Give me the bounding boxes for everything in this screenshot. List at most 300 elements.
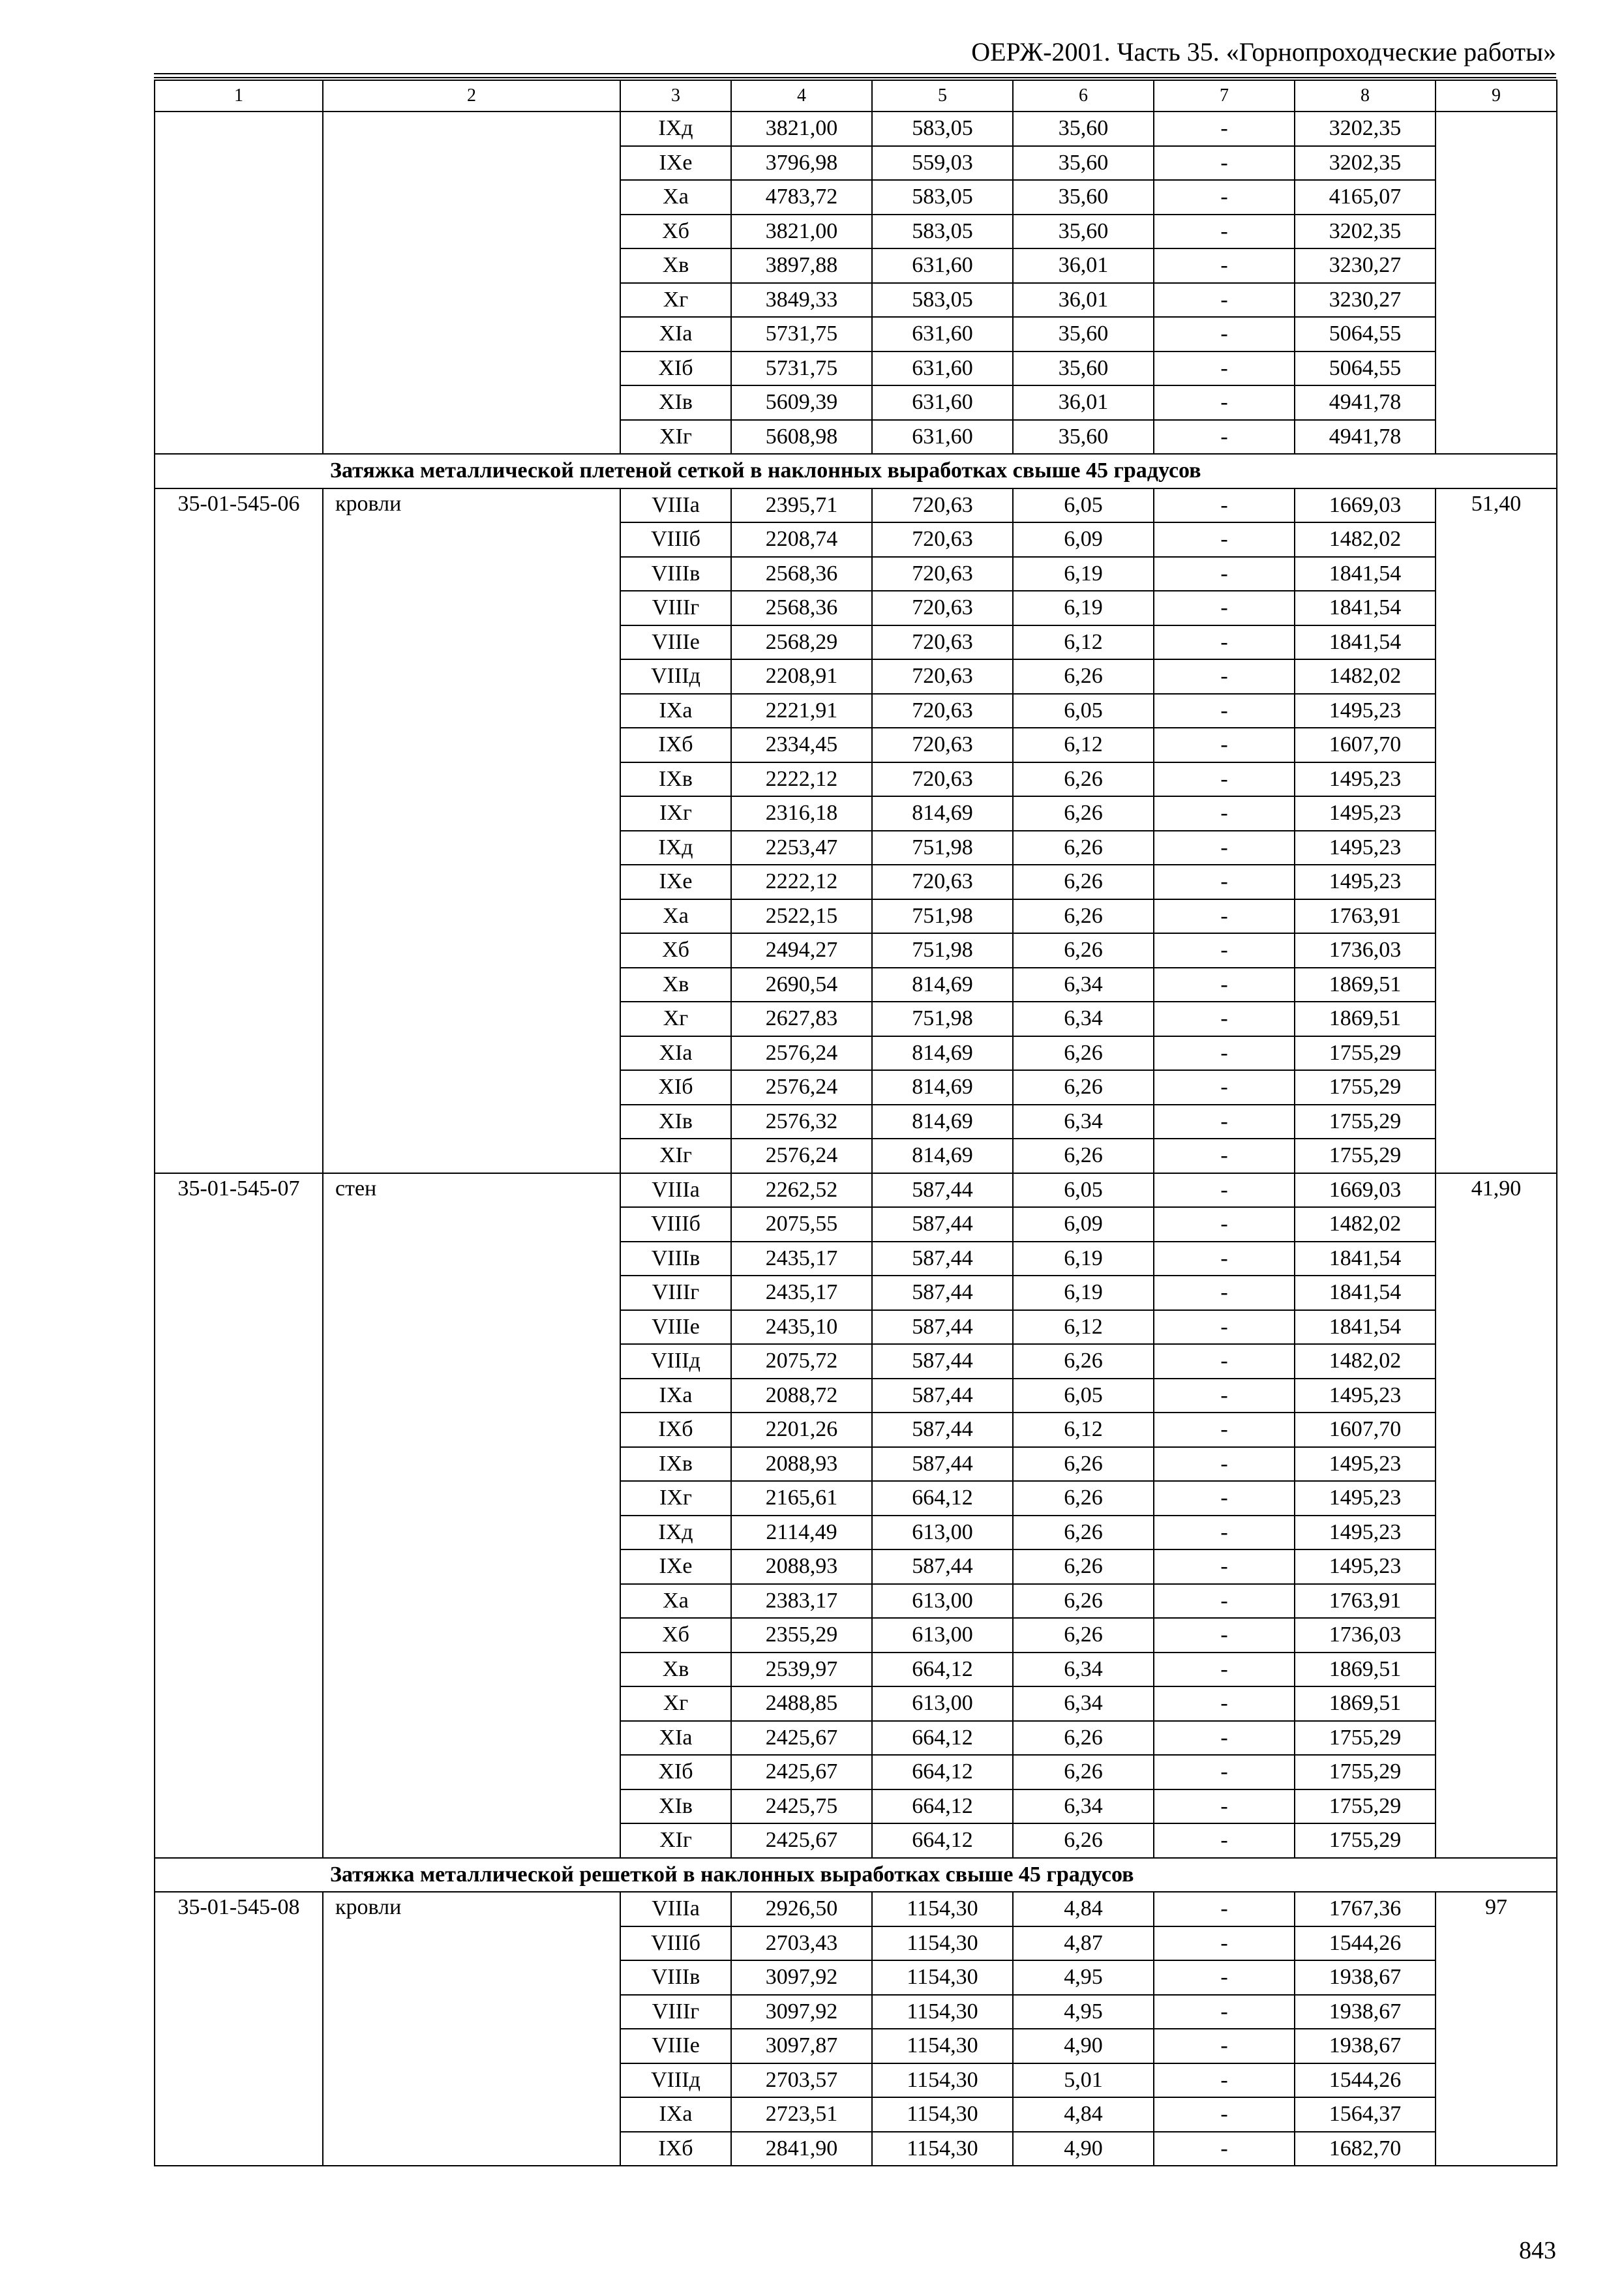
wages-cell: 720,63 [872, 522, 1013, 557]
driver-wages-cell: - [1154, 1344, 1295, 1379]
direct-costs-cell: 2425,75 [731, 1789, 872, 1824]
category-cell: XIв [620, 385, 731, 420]
category-cell: Xв [620, 1653, 731, 1687]
materials-cell: 4941,78 [1295, 385, 1436, 420]
driver-wages-cell: - [1154, 1549, 1295, 1584]
wages-cell: 1154,30 [872, 2132, 1013, 2166]
materials-cell: 1869,51 [1295, 968, 1436, 1002]
machine-cost-cell: 6,26 [1013, 1618, 1154, 1653]
machine-cost-cell: 6,26 [1013, 1344, 1154, 1379]
driver-wages-cell: - [1154, 1618, 1295, 1653]
machine-cost-cell: 6,34 [1013, 968, 1154, 1002]
materials-cell: 1682,70 [1295, 2132, 1436, 2166]
wages-cell: 1154,30 [872, 2029, 1013, 2063]
wages-cell: 587,44 [872, 1344, 1013, 1379]
machine-cost-cell: 6,09 [1013, 1207, 1154, 1242]
column-header: 3 [620, 80, 731, 112]
direct-costs-cell: 2539,97 [731, 1653, 872, 1687]
category-cell: Xа [620, 180, 731, 215]
materials-cell: 4165,07 [1295, 180, 1436, 215]
category-cell: XIв [620, 1105, 731, 1139]
wages-cell: 664,12 [872, 1789, 1013, 1824]
section-title-row [155, 454, 1557, 488]
machine-cost-cell: 6,26 [1013, 1584, 1154, 1619]
driver-wages-cell: - [1154, 1960, 1295, 1995]
category-cell: Xг [620, 1002, 731, 1036]
wages-cell: 587,44 [872, 1173, 1013, 1208]
materials-cell: 1495,23 [1295, 1549, 1436, 1584]
table-body [155, 80, 1557, 2166]
materials-cell: 1736,03 [1295, 1618, 1436, 1653]
machine-cost-cell: 4,90 [1013, 2132, 1154, 2166]
wages-cell: 583,05 [872, 112, 1013, 146]
materials-cell: 1841,54 [1295, 1310, 1436, 1345]
materials-cell: 1495,23 [1295, 1481, 1436, 1516]
materials-cell: 1495,23 [1295, 694, 1436, 728]
wages-cell: 613,00 [872, 1618, 1013, 1653]
section-title: Затяжка металлической плетеной сеткой в наклонных выработках свыше 45 градусов [155, 454, 1557, 488]
materials-cell: 1482,02 [1295, 1344, 1436, 1379]
machine-cost-cell: 6,26 [1013, 1516, 1154, 1550]
wages-cell: 583,05 [872, 215, 1013, 249]
materials-cell: 3202,35 [1295, 146, 1436, 181]
work-name: кровли [323, 1892, 620, 2166]
wages-cell: 814,69 [872, 1036, 1013, 1071]
category-cell: Xв [620, 968, 731, 1002]
category-cell: VIIIв [620, 1960, 731, 1995]
wages-cell: 751,98 [872, 933, 1013, 968]
direct-costs-cell: 2627,83 [731, 1002, 872, 1036]
direct-costs-cell: 2576,24 [731, 1070, 872, 1105]
category-cell: Xг [620, 283, 731, 318]
driver-wages-cell: - [1154, 1139, 1295, 1173]
machine-cost-cell: 36,01 [1013, 283, 1154, 318]
direct-costs-cell: 3849,33 [731, 283, 872, 318]
driver-wages-cell: - [1154, 968, 1295, 1002]
wages-cell: 720,63 [872, 694, 1013, 728]
wages-cell: 751,98 [872, 831, 1013, 865]
machine-cost-cell: 6,05 [1013, 1173, 1154, 1208]
direct-costs-cell: 3897,88 [731, 248, 872, 283]
machine-cost-cell: 6,26 [1013, 1447, 1154, 1482]
category-cell: XIг [620, 1823, 731, 1858]
page-number: 843 [1519, 2237, 1556, 2264]
driver-wages-cell: - [1154, 1823, 1295, 1858]
direct-costs-cell: 2088,72 [731, 1379, 872, 1413]
category-cell: IXв [620, 1447, 731, 1482]
rate-code [155, 112, 323, 454]
machine-cost-cell: 6,19 [1013, 1242, 1154, 1276]
direct-costs-cell: 5731,75 [731, 352, 872, 386]
header-rule [154, 73, 1556, 74]
direct-costs-cell: 3821,00 [731, 112, 872, 146]
direct-costs-cell: 3097,87 [731, 2029, 872, 2063]
direct-costs-cell: 2723,51 [731, 2097, 872, 2132]
driver-wages-cell: - [1154, 1789, 1295, 1824]
machine-cost-cell: 6,26 [1013, 865, 1154, 899]
wages-cell: 583,05 [872, 180, 1013, 215]
machine-cost-cell: 35,60 [1013, 352, 1154, 386]
driver-wages-cell: - [1154, 2097, 1295, 2132]
materials-cell: 1495,23 [1295, 1447, 1436, 1482]
column-header: 4 [731, 80, 872, 112]
machine-cost-cell: 6,26 [1013, 899, 1154, 934]
wages-cell: 751,98 [872, 899, 1013, 934]
machine-cost-cell: 36,01 [1013, 385, 1154, 420]
wages-cell: 664,12 [872, 1481, 1013, 1516]
driver-wages-cell: - [1154, 112, 1295, 146]
wages-cell: 587,44 [872, 1549, 1013, 1584]
materials-cell: 5064,55 [1295, 317, 1436, 352]
wages-cell: 587,44 [872, 1413, 1013, 1447]
driver-wages-cell: - [1154, 2132, 1295, 2166]
materials-cell: 1482,02 [1295, 522, 1436, 557]
materials-cell: 1755,29 [1295, 1721, 1436, 1756]
driver-wages-cell: - [1154, 317, 1295, 352]
direct-costs-cell: 3821,00 [731, 215, 872, 249]
category-cell: IXе [620, 146, 731, 181]
materials-cell: 1736,03 [1295, 933, 1436, 968]
wages-cell: 631,60 [872, 248, 1013, 283]
machine-cost-cell: 6,26 [1013, 831, 1154, 865]
wages-cell: 664,12 [872, 1755, 1013, 1789]
materials-cell: 1841,54 [1295, 591, 1436, 625]
wages-cell: 613,00 [872, 1516, 1013, 1550]
category-cell: VIIIе [620, 2029, 731, 2063]
header-rule [154, 77, 1556, 78]
direct-costs-cell: 2522,15 [731, 899, 872, 934]
category-cell: VIIIе [620, 625, 731, 660]
driver-wages-cell: - [1154, 2029, 1295, 2063]
driver-wages-cell: - [1154, 488, 1295, 523]
materials-cell: 1869,51 [1295, 1002, 1436, 1036]
machine-cost-cell: 6,34 [1013, 1105, 1154, 1139]
driver-wages-cell: - [1154, 1276, 1295, 1310]
category-cell: VIIIг [620, 591, 731, 625]
machine-cost-cell: 35,60 [1013, 146, 1154, 181]
machine-cost-cell: 6,12 [1013, 728, 1154, 762]
machine-cost-cell: 6,34 [1013, 1686, 1154, 1721]
materials-cell: 3230,27 [1295, 283, 1436, 318]
direct-costs-cell: 2425,67 [731, 1721, 872, 1756]
wages-cell: 664,12 [872, 1653, 1013, 1687]
category-cell: XIв [620, 1789, 731, 1824]
wages-cell: 559,03 [872, 146, 1013, 181]
work-name [323, 112, 620, 454]
wages-cell: 751,98 [872, 1002, 1013, 1036]
driver-wages-cell: - [1154, 1002, 1295, 1036]
category-cell: XIа [620, 1721, 731, 1756]
category-cell: IXе [620, 1549, 731, 1584]
machine-cost-cell: 6,26 [1013, 762, 1154, 797]
materials-cell: 1763,91 [1295, 899, 1436, 934]
driver-wages-cell: - [1154, 1070, 1295, 1105]
labor-cost-cell [1436, 112, 1557, 454]
direct-costs-cell: 2568,29 [731, 625, 872, 660]
direct-costs-cell: 2435,10 [731, 1310, 872, 1345]
materials-cell: 1755,29 [1295, 1755, 1436, 1789]
driver-wages-cell: - [1154, 522, 1295, 557]
direct-costs-cell: 2316,18 [731, 796, 872, 831]
wages-cell: 814,69 [872, 796, 1013, 831]
category-cell: VIIIв [620, 1242, 731, 1276]
machine-cost-cell: 6,19 [1013, 1276, 1154, 1310]
category-cell: Xб [620, 215, 731, 249]
wages-cell: 814,69 [872, 968, 1013, 1002]
category-cell: VIIIд [620, 1344, 731, 1379]
wages-cell: 720,63 [872, 659, 1013, 694]
wages-cell: 720,63 [872, 591, 1013, 625]
driver-wages-cell: - [1154, 1892, 1295, 1926]
wages-cell: 631,60 [872, 385, 1013, 420]
direct-costs-cell: 2075,55 [731, 1207, 872, 1242]
category-cell: IXд [620, 112, 731, 146]
direct-costs-cell: 2334,45 [731, 728, 872, 762]
driver-wages-cell: - [1154, 659, 1295, 694]
materials-cell: 1564,37 [1295, 2097, 1436, 2132]
materials-cell: 3202,35 [1295, 215, 1436, 249]
materials-cell: 1607,70 [1295, 728, 1436, 762]
column-header: 8 [1295, 80, 1436, 112]
driver-wages-cell: - [1154, 1721, 1295, 1756]
driver-wages-cell: - [1154, 146, 1295, 181]
wages-cell: 587,44 [872, 1242, 1013, 1276]
materials-cell: 1869,51 [1295, 1686, 1436, 1721]
labor-cost-cell: 51,40 [1436, 488, 1557, 1173]
materials-cell: 1763,91 [1295, 1584, 1436, 1619]
driver-wages-cell: - [1154, 1173, 1295, 1208]
column-header: 1 [155, 80, 323, 112]
driver-wages-cell: - [1154, 180, 1295, 215]
wages-cell: 1154,30 [872, 1960, 1013, 1995]
section-title-row [155, 1858, 1557, 1893]
category-cell: Xа [620, 899, 731, 934]
category-cell: VIIIб [620, 522, 731, 557]
materials-cell: 1495,23 [1295, 1516, 1436, 1550]
direct-costs-cell: 2208,74 [731, 522, 872, 557]
direct-costs-cell: 2568,36 [731, 591, 872, 625]
category-cell: Xг [620, 1686, 731, 1721]
category-cell: IXд [620, 831, 731, 865]
category-cell: VIIIа [620, 1892, 731, 1926]
materials-cell: 1495,23 [1295, 762, 1436, 797]
column-header: 9 [1436, 80, 1557, 112]
column-header: 2 [323, 80, 620, 112]
driver-wages-cell: - [1154, 1310, 1295, 1345]
category-cell: Xб [620, 933, 731, 968]
labor-cost-cell: 97 [1436, 1892, 1557, 2166]
machine-cost-cell: 6,05 [1013, 1379, 1154, 1413]
driver-wages-cell: - [1154, 831, 1295, 865]
machine-cost-cell: 6,12 [1013, 1310, 1154, 1345]
driver-wages-cell: - [1154, 1653, 1295, 1687]
machine-cost-cell: 6,26 [1013, 1823, 1154, 1858]
category-cell: VIIIг [620, 1995, 731, 2029]
category-cell: VIIIа [620, 488, 731, 523]
materials-cell: 1755,29 [1295, 1789, 1436, 1824]
driver-wages-cell: - [1154, 1584, 1295, 1619]
machine-cost-cell: 6,34 [1013, 1002, 1154, 1036]
machine-cost-cell: 6,26 [1013, 933, 1154, 968]
direct-costs-cell: 2221,91 [731, 694, 872, 728]
materials-cell: 1669,03 [1295, 488, 1436, 523]
direct-costs-cell: 2576,32 [731, 1105, 872, 1139]
direct-costs-cell: 2926,50 [731, 1892, 872, 1926]
driver-wages-cell: - [1154, 694, 1295, 728]
direct-costs-cell: 3097,92 [731, 1960, 872, 1995]
materials-cell: 1841,54 [1295, 1276, 1436, 1310]
driver-wages-cell: - [1154, 1447, 1295, 1482]
direct-costs-cell: 2568,36 [731, 557, 872, 591]
direct-costs-cell: 2201,26 [731, 1413, 872, 1447]
direct-costs-cell: 2425,67 [731, 1823, 872, 1858]
driver-wages-cell: - [1154, 762, 1295, 797]
labor-cost-cell: 41,90 [1436, 1173, 1557, 1858]
materials-cell: 1544,26 [1295, 1926, 1436, 1961]
direct-costs-cell: 2253,47 [731, 831, 872, 865]
direct-costs-cell: 2841,90 [731, 2132, 872, 2166]
materials-cell: 1495,23 [1295, 1379, 1436, 1413]
materials-cell: 1938,67 [1295, 1995, 1436, 2029]
driver-wages-cell: - [1154, 1926, 1295, 1961]
direct-costs-cell: 2494,27 [731, 933, 872, 968]
machine-cost-cell: 6,19 [1013, 591, 1154, 625]
driver-wages-cell: - [1154, 420, 1295, 455]
machine-cost-cell: 6,26 [1013, 1549, 1154, 1584]
machine-cost-cell: 4,95 [1013, 1960, 1154, 1995]
category-cell: VIIIб [620, 1207, 731, 1242]
driver-wages-cell: - [1154, 796, 1295, 831]
machine-cost-cell: 6,19 [1013, 557, 1154, 591]
driver-wages-cell: - [1154, 283, 1295, 318]
category-cell: IXг [620, 1481, 731, 1516]
wages-cell: 631,60 [872, 317, 1013, 352]
materials-cell: 3230,27 [1295, 248, 1436, 283]
materials-cell: 1841,54 [1295, 1242, 1436, 1276]
machine-cost-cell: 6,26 [1013, 1481, 1154, 1516]
materials-cell: 1755,29 [1295, 1070, 1436, 1105]
driver-wages-cell: - [1154, 865, 1295, 899]
direct-costs-cell: 2165,61 [731, 1481, 872, 1516]
wages-cell: 1154,30 [872, 1892, 1013, 1926]
wages-cell: 1154,30 [872, 2063, 1013, 2098]
machine-cost-cell: 6,05 [1013, 694, 1154, 728]
machine-cost-cell: 4,87 [1013, 1926, 1154, 1961]
table-row [155, 1173, 1557, 1208]
materials-cell: 1495,23 [1295, 831, 1436, 865]
machine-cost-cell: 6,34 [1013, 1653, 1154, 1687]
machine-cost-cell: 6,34 [1013, 1789, 1154, 1824]
direct-costs-cell: 4783,72 [731, 180, 872, 215]
category-cell: XIб [620, 1755, 731, 1789]
driver-wages-cell: - [1154, 1755, 1295, 1789]
column-header: 7 [1154, 80, 1295, 112]
wages-cell: 664,12 [872, 1823, 1013, 1858]
category-cell: XIг [620, 1139, 731, 1173]
category-cell: Xб [620, 1618, 731, 1653]
rate-code: 35-01-545-07 [155, 1173, 323, 1858]
machine-cost-cell: 35,60 [1013, 420, 1154, 455]
machine-cost-cell: 6,26 [1013, 1139, 1154, 1173]
direct-costs-cell: 2222,12 [731, 865, 872, 899]
table-row [155, 488, 1557, 523]
category-cell: IXб [620, 728, 731, 762]
driver-wages-cell: - [1154, 352, 1295, 386]
direct-costs-cell: 2088,93 [731, 1549, 872, 1584]
section-title: Затяжка металлической решеткой в наклонных выработках свыше 45 градусов [155, 1858, 1557, 1893]
category-cell: IXб [620, 1413, 731, 1447]
rates-table [154, 80, 1557, 2166]
category-cell: IXг [620, 796, 731, 831]
driver-wages-cell: - [1154, 1995, 1295, 2029]
direct-costs-cell: 5609,39 [731, 385, 872, 420]
driver-wages-cell: - [1154, 1036, 1295, 1071]
direct-costs-cell: 3097,92 [731, 1995, 872, 2029]
category-cell: VIIIб [620, 1926, 731, 1961]
direct-costs-cell: 2208,91 [731, 659, 872, 694]
category-cell: XIб [620, 1070, 731, 1105]
materials-cell: 1841,54 [1295, 557, 1436, 591]
wages-cell: 587,44 [872, 1447, 1013, 1482]
wages-cell: 631,60 [872, 420, 1013, 455]
driver-wages-cell: - [1154, 1686, 1295, 1721]
driver-wages-cell: - [1154, 1207, 1295, 1242]
category-cell: XIа [620, 317, 731, 352]
category-cell: VIIIд [620, 2063, 731, 2098]
category-cell: IXд [620, 1516, 731, 1550]
wages-cell: 720,63 [872, 488, 1013, 523]
machine-cost-cell: 6,26 [1013, 659, 1154, 694]
machine-cost-cell: 6,26 [1013, 796, 1154, 831]
driver-wages-cell: - [1154, 1105, 1295, 1139]
rate-code: 35-01-545-06 [155, 488, 323, 1173]
materials-cell: 1755,29 [1295, 1105, 1436, 1139]
direct-costs-cell: 2576,24 [731, 1139, 872, 1173]
driver-wages-cell: - [1154, 1481, 1295, 1516]
direct-costs-cell: 2576,24 [731, 1036, 872, 1071]
wages-cell: 587,44 [872, 1207, 1013, 1242]
machine-cost-cell: 35,60 [1013, 180, 1154, 215]
direct-costs-cell: 2088,93 [731, 1447, 872, 1482]
materials-cell: 1841,54 [1295, 625, 1436, 660]
category-cell: VIIIд [620, 659, 731, 694]
machine-cost-cell: 4,95 [1013, 1995, 1154, 2029]
direct-costs-cell: 2703,43 [731, 1926, 872, 1961]
machine-cost-cell: 4,84 [1013, 1892, 1154, 1926]
machine-cost-cell: 6,26 [1013, 1755, 1154, 1789]
driver-wages-cell: - [1154, 899, 1295, 934]
wages-cell: 613,00 [872, 1584, 1013, 1619]
driver-wages-cell: - [1154, 215, 1295, 249]
wages-cell: 720,63 [872, 762, 1013, 797]
driver-wages-cell: - [1154, 1413, 1295, 1447]
direct-costs-cell: 2383,17 [731, 1584, 872, 1619]
materials-cell: 1938,67 [1295, 2029, 1436, 2063]
wages-cell: 613,00 [872, 1686, 1013, 1721]
direct-costs-cell: 2690,54 [731, 968, 872, 1002]
materials-cell: 1544,26 [1295, 2063, 1436, 2098]
wages-cell: 631,60 [872, 352, 1013, 386]
materials-cell: 1755,29 [1295, 1036, 1436, 1071]
machine-cost-cell: 6,05 [1013, 488, 1154, 523]
category-cell: VIIIг [620, 1276, 731, 1310]
page-header-title: ОЕРЖ-2001. Часть 35. «Горнопроходческие работы» [971, 37, 1556, 67]
driver-wages-cell: - [1154, 248, 1295, 283]
materials-cell: 1869,51 [1295, 1653, 1436, 1687]
category-cell: XIб [620, 352, 731, 386]
column-header: 6 [1013, 80, 1154, 112]
category-cell: Xв [620, 248, 731, 283]
